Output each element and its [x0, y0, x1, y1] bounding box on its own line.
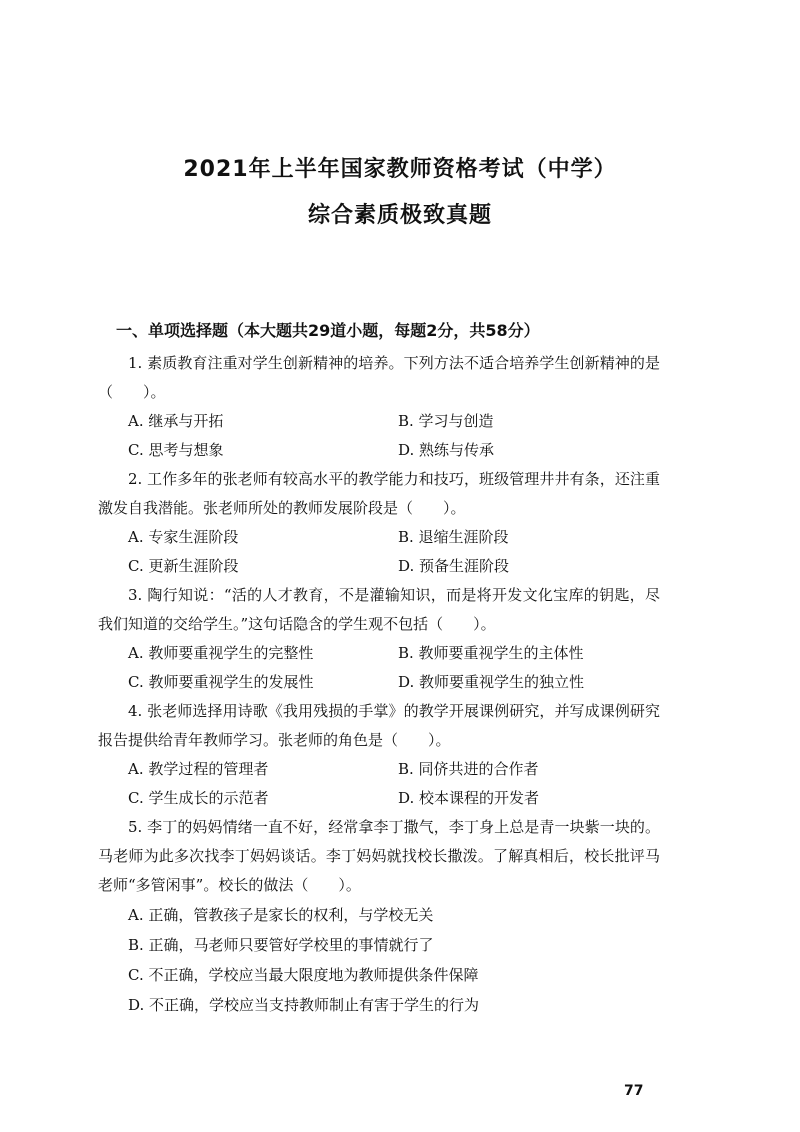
option-grid: [128, 639, 660, 697]
option-c: C. 学生成长的示范者: [128, 789, 269, 807]
option-c: C. 思考与想象: [128, 441, 224, 459]
question-stem: 3. 陶行知说：“活的人才教育，不是灌输知识，而是将开发文化宝库的钥匙，尽我们知道的交给学生。”这句话隐含的学生观不包括（ ）。: [98, 586, 660, 633]
page-number: 77: [624, 1083, 644, 1099]
question-2: [98, 465, 660, 581]
question-4: [98, 697, 660, 813]
question-list: [98, 349, 660, 1020]
question-1: [98, 349, 660, 465]
option-b: B. 学习与创造: [398, 412, 494, 430]
option-a: A. 正确，管教孩子是家长的权利，与学校无关: [128, 906, 434, 924]
option-a: A. 教师要重视学生的完整性: [128, 644, 314, 662]
option-a: A. 专家生涯阶段: [128, 528, 239, 546]
option-b: B. 同侪共进的合作者: [398, 760, 539, 778]
option-a: A. 教学过程的管理者: [128, 760, 269, 778]
option-b: B. 教师要重视学生的主体性: [398, 644, 584, 662]
option-grid: [128, 407, 660, 465]
option-grid: [128, 523, 660, 581]
option-c: C. 不正确，学校应当最大限度地为教师提供条件保障: [128, 966, 479, 984]
option-c: C. 更新生涯阶段: [128, 557, 239, 575]
option-d: D. 预备生涯阶段: [398, 557, 510, 575]
option-list: [128, 900, 660, 1020]
option-c: C. 教师要重视学生的发展性: [128, 673, 314, 691]
option-d: D. 不正确，学校应当支持教师制止有害于学生的行为: [128, 996, 480, 1014]
option-a: A. 继承与开拓: [128, 412, 224, 430]
option-grid: [128, 755, 660, 813]
option-d: D. 熟练与传承: [398, 441, 495, 459]
option-b: B. 正确，马老师只要管好学校里的事情就行了: [128, 936, 434, 954]
question-3: [98, 581, 660, 697]
question-stem: 5. 李丁的妈妈情绪一直不好，经常拿李丁撒气，李丁身上总是青一块紫一块的。马老师为此多次找李丁妈妈谈话。李丁妈妈就找校长撒泼。了解真相后，校长批评马老师“多管闲事”。校长的做法（ ）。: [98, 818, 660, 894]
option-d: D. 校本课程的开发者: [398, 789, 540, 807]
page-title: 2021年上半年国家教师资格考试（中学）: [183, 157, 617, 182]
question-stem: 2. 工作多年的张老师有较高水平的教学能力和技巧，班级管理井井有条，还注重激发自我潜能。张老师所处的教师发展阶段是（ ）。: [98, 470, 660, 517]
question-stem: 4. 张老师选择用诗歌《我用残损的手掌》的教学开展课例研究，并写成课例研究报告提供给青年教师学习。张老师的角色是（ ）。: [98, 702, 660, 749]
option-b: B. 退缩生涯阶段: [398, 528, 509, 546]
option-d: D. 教师要重视学生的独立性: [398, 673, 585, 691]
page-subtitle: 综合素质极致真题: [307, 203, 492, 228]
section-heading: 一、单项选择题（本大题共29道小题，每题2分，共58分）: [116, 321, 540, 340]
question-stem: 1. 素质教育注重对学生创新精神的培养。下列方法不适合培养学生创新精神的是（ ）。: [98, 354, 660, 401]
question-5: [98, 813, 660, 1020]
